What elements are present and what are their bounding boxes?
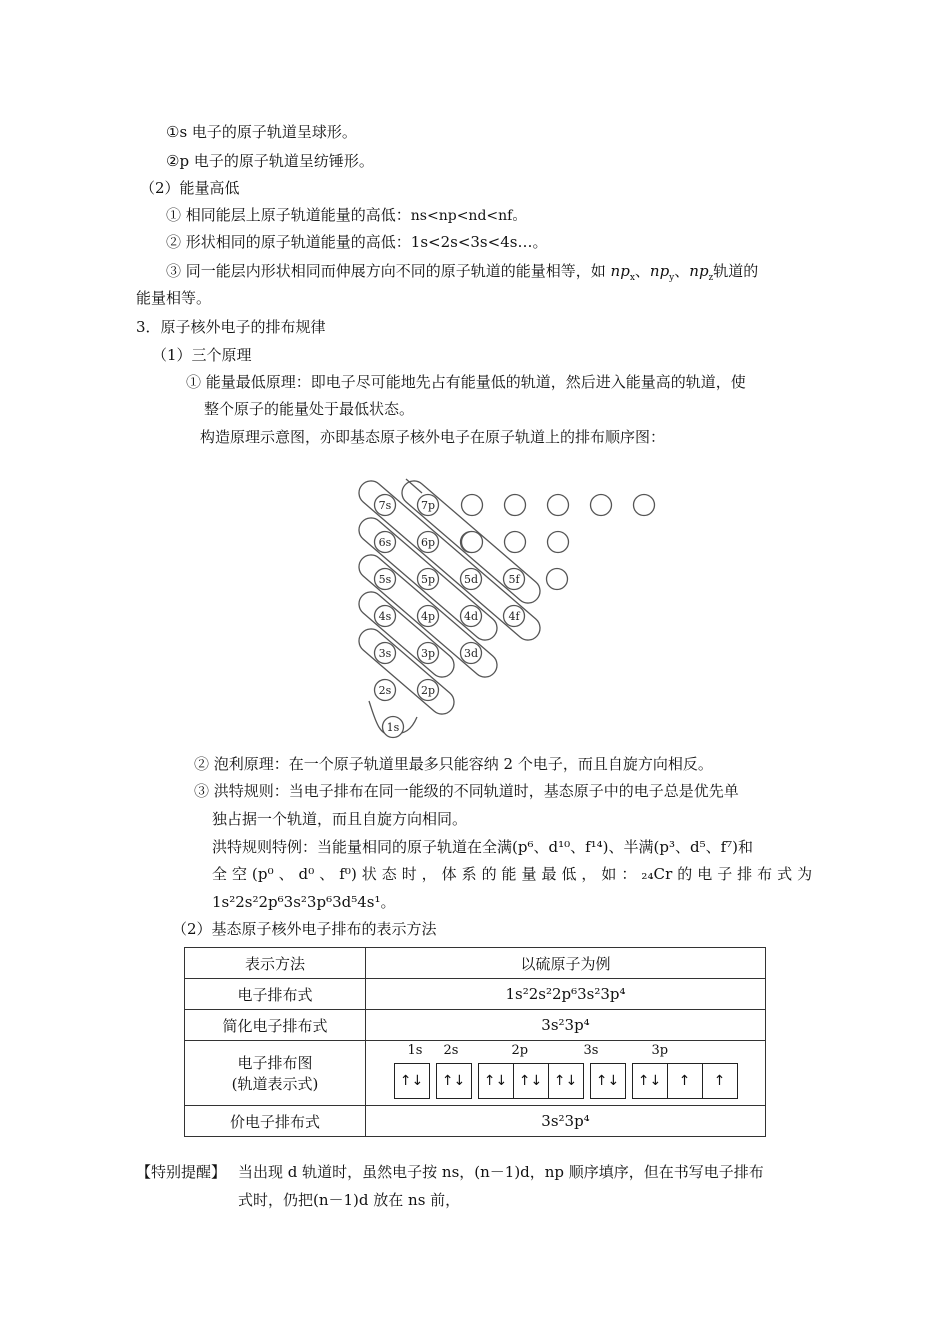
orbital-boxes bbox=[394, 1063, 738, 1099]
empty-orbital-circle bbox=[634, 495, 655, 516]
orbital-node-label: 6s bbox=[378, 536, 392, 549]
orbital-group-3p bbox=[632, 1063, 738, 1099]
table-cell-line: (轨道表示式) bbox=[231, 1075, 319, 1093]
table-row bbox=[185, 948, 766, 979]
orbital-node-label: 5f bbox=[508, 573, 520, 586]
empty-orbital-circle bbox=[462, 495, 483, 516]
orbital-node-label: 2p bbox=[420, 684, 436, 697]
orbital-node-label: 5d bbox=[463, 573, 479, 586]
orbital-node-label: 7s bbox=[378, 499, 392, 512]
text-line: ② 泡利原理：在一个原子轨道里最多只能容纳 2 个电子，而且自旋方向相反。 bbox=[194, 755, 713, 773]
orbital-box: ↑ bbox=[702, 1063, 738, 1099]
table-row bbox=[185, 1010, 766, 1041]
orbital-box: ↑↓ bbox=[548, 1063, 584, 1099]
empty-orbital-circle bbox=[548, 495, 569, 516]
section-heading: 3．原子核外电子的排布规律 bbox=[136, 318, 326, 336]
note-label: 【特别提醒】 bbox=[136, 1163, 227, 1181]
orbital-group-3s bbox=[590, 1063, 626, 1099]
table-cell: 1s²2s²2p⁶3s²3p⁴ bbox=[366, 979, 766, 1010]
empty-orbital-circle bbox=[462, 532, 483, 553]
orbital-group-2s bbox=[436, 1063, 472, 1099]
orbital-node-label: 5p bbox=[420, 573, 436, 586]
section-heading: （2）能量高低 bbox=[140, 179, 240, 197]
table-row bbox=[185, 1106, 766, 1137]
table-cell: 简化电子排布式 bbox=[185, 1010, 366, 1041]
text-line: 整个原子的能量处于最低状态。 bbox=[204, 400, 415, 418]
text-line: 能量相等。 bbox=[136, 289, 212, 307]
text-line: ③ 洪特规则：当电子排布在同一能级的不同轨道时，基态原子中的电子总是优先单 bbox=[194, 782, 739, 800]
text-line: ② 形状相同的原子轨道能量的高低：1s<2s<3s<4s…。 bbox=[166, 233, 548, 251]
orbital-labels bbox=[394, 1041, 710, 1063]
orbital-node-label: 5s bbox=[378, 573, 392, 586]
text-line: 全 空 (p⁰ 、 d⁰ 、 f⁰) 状 态 时 ， 体 系 的 能 量 最 低 ， 如 ： ₂₄Cr 的 电 子 排 布 式 为 bbox=[212, 865, 813, 883]
text-line: 洪特规则特例：当能量相同的原子轨道在全满(p⁶、d¹⁰、f¹⁴)、半满(p³、d⁵、f⁷)和 bbox=[212, 838, 754, 856]
orbital-node-label: 4p bbox=[420, 610, 436, 623]
text-line: ②p 电子的原子轨道呈纺锤形。 bbox=[166, 152, 374, 170]
orbital-node-label: 3d bbox=[463, 647, 479, 660]
orbital-box: ↑↓ bbox=[478, 1063, 514, 1099]
empty-orbital-circle bbox=[505, 532, 526, 553]
table-header-cell: 表示方法 bbox=[185, 948, 366, 979]
orbital-node-label: 6p bbox=[420, 536, 436, 549]
empty-orbital-circle bbox=[505, 495, 526, 516]
text-line: ① 能量最低原理：即电子尽可能地先占有能量低的轨道，然后进入能量高的轨道，使 bbox=[186, 373, 746, 391]
orbital-node-label: 3s bbox=[378, 647, 392, 660]
table-cell: 价电子排布式 bbox=[185, 1106, 366, 1137]
orbital-label: 2p bbox=[511, 1043, 529, 1058]
empty-orbital-circle bbox=[591, 495, 612, 516]
orbital-box: ↑↓ bbox=[394, 1063, 430, 1099]
text-line: ① 相同能层上原子轨道能量的高低：ns<np<nd<nf。 bbox=[166, 206, 527, 224]
orbital-diagram-cell bbox=[366, 1041, 766, 1106]
orbital-group-2p bbox=[478, 1063, 584, 1099]
representation-table bbox=[184, 947, 766, 1137]
orbital-label: 3p bbox=[651, 1043, 669, 1058]
table-header-cell: 以硫原子为例 bbox=[366, 948, 766, 979]
note-text: 当出现 d 轨道时，虽然电子按 ns，(n－1)d，np 顺序填序，但在书写电子排布 bbox=[238, 1163, 764, 1181]
section-heading: （1）三个原理 bbox=[152, 346, 252, 364]
empty-orbital-circle bbox=[547, 569, 568, 590]
orbital-box: ↑↓ bbox=[436, 1063, 472, 1099]
orbital-box: ↑↓ bbox=[513, 1063, 549, 1099]
orbital-box: ↑↓ bbox=[632, 1063, 668, 1099]
text-line: 构造原理示意图，亦即基态原子核外电子在原子轨道上的排布顺序图： bbox=[200, 428, 666, 446]
orbital-node-label: 1s bbox=[386, 721, 400, 734]
table-cell bbox=[185, 1041, 366, 1106]
table-cell: 电子排布式 bbox=[185, 979, 366, 1010]
orbital-label: 1s bbox=[407, 1043, 423, 1058]
table-cell-line: 电子排布图 bbox=[237, 1054, 313, 1072]
table-row bbox=[185, 979, 766, 1010]
orbital-node-label: 4f bbox=[508, 610, 520, 623]
orbital-node-label: 2s bbox=[378, 684, 392, 697]
orbital-box: ↑↓ bbox=[590, 1063, 626, 1099]
orbital-label: 3s bbox=[583, 1043, 599, 1058]
orbital-group-1s bbox=[394, 1063, 430, 1099]
note-text: 式时，仍把(n－1)d 放在 ns 前， bbox=[238, 1191, 461, 1209]
text-line: ①s 电子的原子轨道呈球形。 bbox=[166, 123, 357, 141]
text-line: ③ 同一能层内形状相同而伸展方向不同的原子轨道的能量相等，如 $np_x$、$np_y$、$np_z$轨道的 bbox=[166, 262, 759, 283]
orbital-node-label: 3p bbox=[420, 647, 436, 660]
empty-orbital-circle bbox=[548, 532, 569, 553]
text-line: 独占据一个轨道，而且自旋方向相同。 bbox=[212, 810, 468, 828]
table-cell: 3s²3p⁴ bbox=[366, 1106, 766, 1137]
table-cell: 3s²3p⁴ bbox=[366, 1010, 766, 1041]
text-line: 1s²2s²2p⁶3s²3p⁶3d⁵4s¹。 bbox=[212, 893, 396, 911]
orbital-node-label: 4s bbox=[378, 610, 392, 623]
orbital-box: ↑ bbox=[667, 1063, 703, 1099]
section-heading: （2）基态原子核外电子排布的表示方法 bbox=[172, 920, 437, 938]
orbital-node-label: 7p bbox=[420, 499, 436, 512]
orbital-label: 2s bbox=[443, 1043, 459, 1058]
table-row bbox=[185, 1041, 766, 1106]
orbital-node-label: 4d bbox=[463, 610, 479, 623]
